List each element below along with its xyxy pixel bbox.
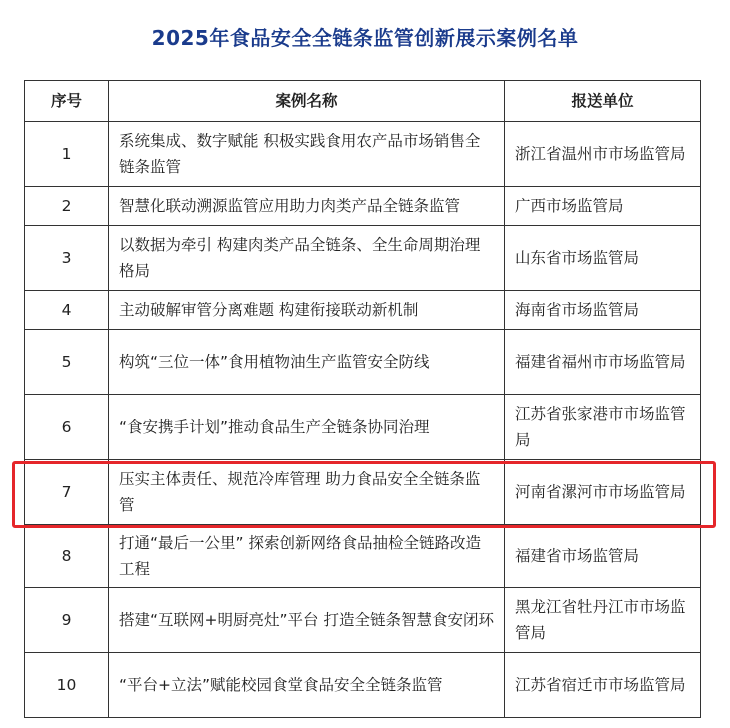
row-case-name: 以数据为牵引 构建肉类产品全链条、全生命周期治理格局 <box>109 226 505 291</box>
row-unit: 海南省市场监管局 <box>505 291 701 330</box>
row-unit: 浙江省温州市市场监管局 <box>505 122 701 187</box>
header-case-name: 案例名称 <box>109 81 505 122</box>
row-index: 6 <box>25 395 109 460</box>
row-unit: 福建省市场监管局 <box>505 525 701 588</box>
table-row <box>25 330 701 395</box>
table-row <box>25 187 701 226</box>
row-case-name: 压实主体责任、规范冷库管理 助力食品安全全链条监管 <box>109 460 505 525</box>
row-unit: 福建省福州市市场监管局 <box>505 330 701 395</box>
table-row <box>25 395 701 460</box>
table-row <box>25 653 701 718</box>
row-unit: 山东省市场监管局 <box>505 226 701 291</box>
row-index: 5 <box>25 330 109 395</box>
header-unit: 报送单位 <box>505 81 701 122</box>
row-case-name: 搭建“互联网+明厨亮灶”平台 打造全链条智慧食安闭环 <box>109 588 505 653</box>
row-case-name: 智慧化联动溯源监管应用助力肉类产品全链条监管 <box>109 187 505 226</box>
row-case-name: 构筑“三位一体”食用植物油生产监管安全防线 <box>109 330 505 395</box>
row-unit: 广西市场监管局 <box>505 187 701 226</box>
row-index: 9 <box>25 588 109 653</box>
row-case-name: “平台+立法”赋能校园食堂食品安全全链条监管 <box>109 653 505 718</box>
row-index: 4 <box>25 291 109 330</box>
table-row <box>25 122 701 187</box>
row-index: 7 <box>25 460 109 525</box>
row-case-name: “食安携手计划”推动食品生产全链条协同治理 <box>109 395 505 460</box>
table-row <box>25 525 701 588</box>
table-row <box>25 291 701 330</box>
row-index: 8 <box>25 525 109 588</box>
row-index: 10 <box>25 653 109 718</box>
row-case-name: 打通“最后一公里” 探索创新网络食品抽检全链路改造工程 <box>109 525 505 588</box>
table-row-highlighted <box>25 460 701 525</box>
row-index: 3 <box>25 226 109 291</box>
header-index: 序号 <box>25 81 109 122</box>
row-unit: 江苏省张家港市市场监管局 <box>505 395 701 460</box>
row-case-name: 系统集成、数字赋能 积极实践食用农产品市场销售全链条监管 <box>109 122 505 187</box>
table-row <box>25 588 701 653</box>
row-index: 1 <box>25 122 109 187</box>
table-header-row <box>25 81 701 122</box>
cases-table <box>24 80 701 718</box>
row-index: 2 <box>25 187 109 226</box>
row-unit: 黑龙江省牡丹江市市场监管局 <box>505 588 701 653</box>
row-unit: 河南省漯河市市场监管局 <box>505 460 701 525</box>
table-row <box>25 226 701 291</box>
row-unit: 江苏省宿迁市市场监管局 <box>505 653 701 718</box>
row-case-name: 主动破解审管分离难题 构建衔接联动新机制 <box>109 291 505 330</box>
page-title: 2025年食品安全全链条监管创新展示案例名单 <box>151 26 579 50</box>
